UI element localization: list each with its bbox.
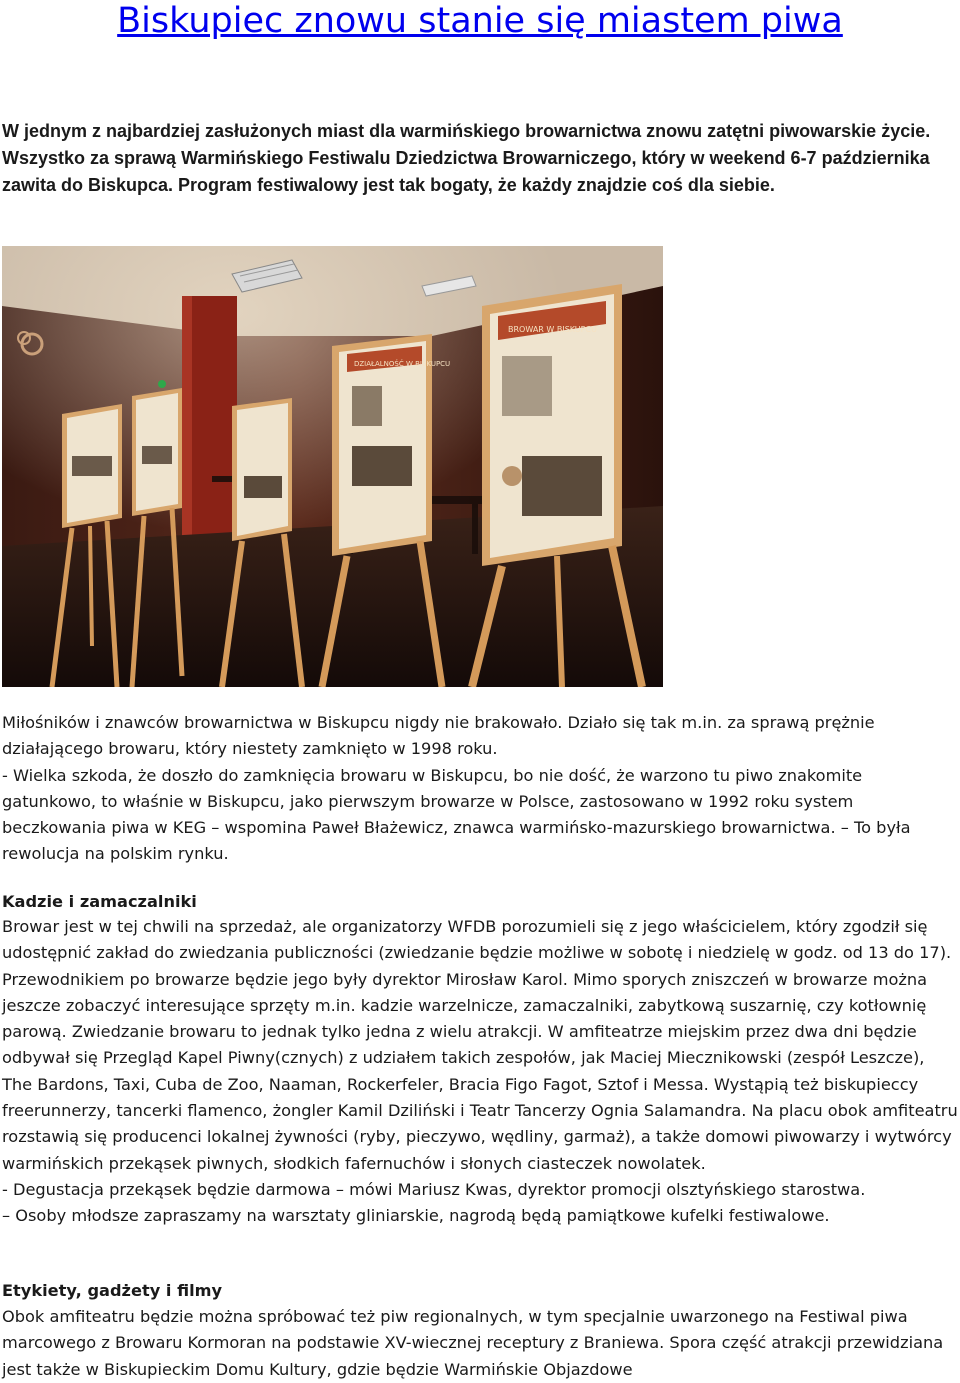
board-banner-text: BROWAR W BISKUPCU bbox=[508, 325, 597, 334]
exit-light-icon bbox=[158, 380, 166, 388]
board-banner-text: DZIAŁALNOŚĆ W BISKUPCU bbox=[354, 360, 451, 368]
paragraph-kadzie: Browar jest w tej chwili na sprzedaż, ale organizatorzy WFDB porozumieli się z jego właścicielem, który zgodził się udostępnić zakład do zwiedzania publiczności (zwiedzanie będzie możliwe w sobotę i niedzielę w godz. od 13 do 17). Przewodnikiem po browarze będzie jego były dyrektor Mirosław Karol. Mimo sporych zniszczeń w browarze można jeszcze zobaczyć interesujące sprzęty m.in. kadzie warzelnicze, zamaczalniki, zabytkową suszarnię, czy kotłownię parową. Zwiedzanie browaru to jednak tylko jedna z wielu atrakcji. W amfiteatrze miejskim przez dwa dni będzie odbywał się Przegląd Kapel Piwny(cznych) z udziałem takich zespołów, jak Maciej Miecznikowski (zespół Leszcze), The Bardons, Taxi, Cuba de Zoo, Naaman, Rockerfeler, Bracia Figo Fagot, Sztof i Messa. Wystąpią też biskupieccy freerunnerzy, tancerki flamenco, żongler Kamil Dziliński i Teatr Tancerzy Ognia Salamandra. Na placu obok amfiteatru rozstawią się producenci lokalnej żywności (ryby, pieczywo, wędliny, garmaż), a także domowi piwowarzy i wytwórcy warmińskich przekąsek piwnych, słodkich fafernuchów i słonych ciasteczek nowolatek. - Degustacja przekąsek będzie darmowa – mówi Mariusz Kwas, dyrektor promocji olsztyńskiego starostwa. – Osoby młodsze zapraszamy na warsztaty gliniarskie, nagrodą będą pamiątkowe kufelki festiwalowe. bbox=[2, 917, 958, 1226]
article-title[interactable]: Biskupiec znowu stanie się miastem piwa bbox=[117, 1, 843, 41]
article-photo bbox=[2, 246, 663, 687]
section-heading-etykiety: Etykiety, gadżety i filmy bbox=[2, 1281, 223, 1300]
article-lead: W jednym z najbardziej zasłużonych miast dla warmińskiego browarnictwa znowu zatętni piwowarskie życie. Wszystko za sprawą Warmińskiego Festiwalu Dziedzictwa Browarniczego, który w weekend 6-7 października zawita do Biskupca. Program festiwalowy jest tak bogaty, że każdy znajdzie coś dla siebie. bbox=[2, 121, 931, 195]
paragraph-etykiety: Obok amfiteatru będzie można spróbować też piw regionalnych, w tym specjalnie uwarzonego na Festiwal piwa marcowego z Browaru Kormoran na podstawie XV-wiecznej receptury z Braniewa. Spora część atrakcji przewidziana jest także w Biskupieckim Domu Kultury, gdzie będzie Warmińskie Objazdowe bbox=[2, 1307, 944, 1379]
exhibition-photo-illustration bbox=[2, 246, 663, 687]
section-heading-kadzie: Kadzie i zamaczalniki bbox=[2, 892, 197, 911]
paragraph-intro: Miłośników i znawców browarnictwa w Biskupcu nigdy nie brakowało. Działo się tak m.in. za sprawą prężnie działającego browaru, który niestety zamknięto w 1998 roku. - Wielka szkoda, że doszło do zamknięcia browaru w Biskupcu, bo nie dość, że warzono tu piwo znakomite gatunkowo, to właśnie w Biskupcu, jako pierwszym browarze w Polsce, zastosowano w 1992 roku system beczkowania piwa w KEG – wspomina Paweł Błażewicz, znawca warmińsko-mazurskiego browarnictwa. – To była rewolucja na polskim rynku. bbox=[2, 713, 911, 864]
